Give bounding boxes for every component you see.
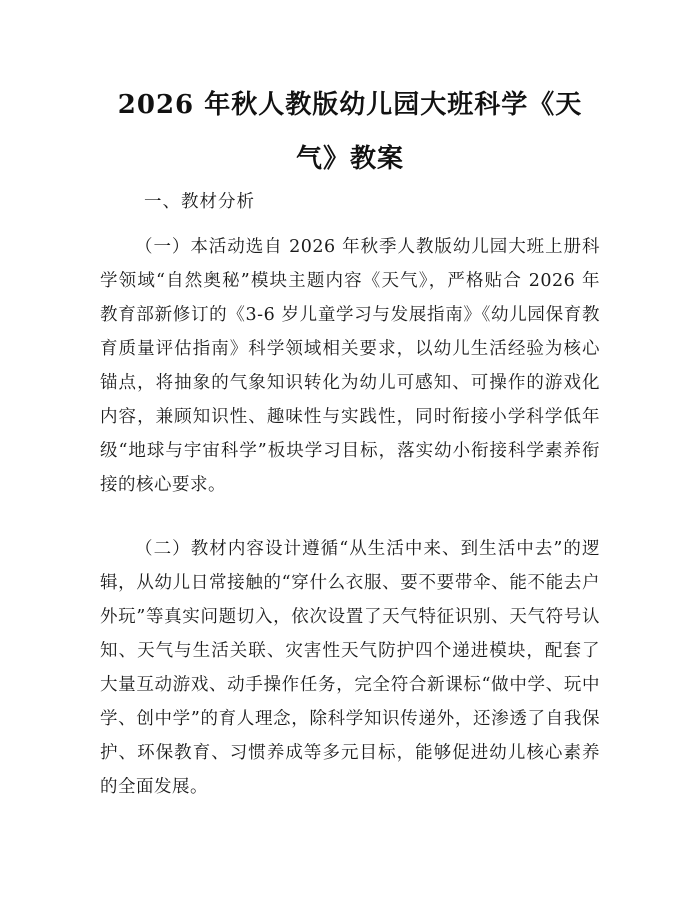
document-title: 2026 年秋人教版幼儿园大班科学《天气》教案 (117, 90, 583, 174)
paragraph-1: （一）本活动选自 2026 年秋季人教版幼儿园大班上册科学领域“自然奥秘”模块主题内容《天气》，严格贴合 2026 年教育部新修订的《3-6 岁儿童学习与发展指南》《幼儿园保育教育质量评估指南》科学领域相关要求，以幼儿生活经验为核心锚点，将抽象的气象知识转化为幼儿可感知、可操作的游戏化内容，兼顾知识性、趣味性与实践性，同时衔接小学科学低年级“地球与宇宙科学”板块学习目标，落实幼小衔接科学素养衔接的核心要求。 (100, 237, 600, 495)
section-heading: 一、教材分析 (144, 192, 255, 212)
paragraph-2: （二）教材内容设计遵循“从生活中来、到生活中去”的逻辑，从幼儿日常接触的“穿什么衣服、要不要带伞、能不能去户外玩”等真实问题切入，依次设置了天气特征识别、天气符号认知、天气与生活关联、灾害性天气防护四个递进模块，配套了大量互动游戏、动手操作任务，完全符合新课标“做中学、玩中学、创中学”的育人理念，除科学知识传递外，还渗透了自我保护、环保教育、习惯养成等多元目标，能够促进幼儿核心素养的全面发展。 (100, 539, 600, 797)
